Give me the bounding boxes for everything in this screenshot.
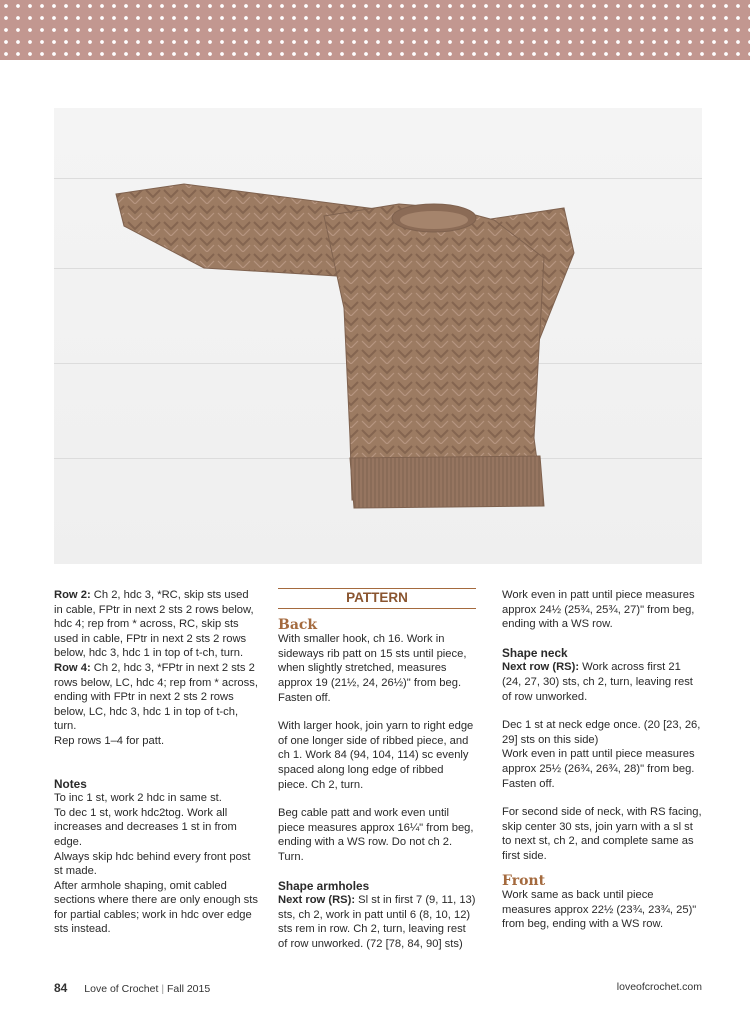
note-item: To inc 1 st, work 2 hdc in same st.	[54, 792, 222, 805]
magazine-title: Love of Crochet	[84, 983, 159, 995]
intro-paragraph: Work even in patt until piece measures approx 24½ (25¾, 25¾, 27)" from beg, ending with a WS row.	[502, 589, 695, 631]
notes-heading: Notes	[54, 776, 87, 791]
row4-paragraph: Row 4: Ch 2, hdc 3, *FPtr in next 2 sts 2 rows below, LC, hdc 4; rep from * across, ending with FPtr in next 2 sts 2 rows below, LC, hdc 3, hdc 1 in top of t-ch, turn.	[54, 661, 258, 733]
column-right	[502, 588, 702, 932]
website-link[interactable]: loveofcrochet.com	[616, 981, 702, 993]
note-item: To dec 1 st, work hdc2tog. Work all increases and decreases 1 st in from edge.	[54, 806, 237, 848]
back-paragraph: With larger hook, join yarn to right edge of one longer side of ribbed piece, and ch 1. Work 84 (94, 104, 114) sc evenly spaced along long edge of ribbed piece. Ch 2, turn.	[278, 720, 474, 791]
sweater-icon	[54, 108, 702, 564]
back-paragraph: With smaller hook, ch 16. Work in sideways rib patt on 15 sts until piece, when slightly stretched, measures approx 19 (21½, 24, 26½)" from beg. Fasten off.	[278, 633, 467, 704]
footer-separator: |	[161, 983, 165, 995]
column-left	[54, 588, 258, 937]
back-paragraph: Beg cable patt and work even until piece measures approx 16¼" from beg, ending with a WS row. Do not ch 2. Turn.	[278, 807, 474, 863]
dec-paragraph: Dec 1 st at neck edge once. (20 [23, 26, 29] sts on this side)	[502, 719, 701, 746]
page-number: 84	[54, 981, 68, 995]
note-item: After armhole shaping, omit cabled sections where there are only enough sts for partial cables; work in hdc over edge sts instead.	[54, 879, 258, 936]
row2-paragraph: Row 2: Ch 2, hdc 3, *RC, skip sts used in cable, FPtr in next 2 sts 2 rows below, hdc 4; rep from * across, RC, skip sts used in cable, FPtr in next 2 sts 2 rows below, hdc 3, hdc 1 in top of t-ch, turn.	[54, 589, 254, 660]
front-paragraph: Work same as back until piece measures approx 22½ (23¾, 23¾, 25)" from beg, ending with a WS row.	[502, 889, 697, 931]
armholes-heading: Shape armholes	[278, 878, 370, 893]
even-paragraph: Work even in patt until piece measures approx 25½ (26¾, 26¾, 28)" from beg. Fasten off.	[502, 748, 695, 790]
back-heading: Back	[278, 616, 318, 633]
issue-label: Fall 2015	[167, 983, 211, 995]
neck-heading: Shape neck	[502, 645, 568, 660]
armholes-paragraph: Next row (RS): Sl st in first 7 (9, 11, 13) sts, ch 2, work in patt until 6 (8, 10, 12) sts rem in row. Ch 2, turn, leaving rest of row unworked. (72 [78, 84, 90] sts)	[278, 894, 476, 950]
front-heading: Front	[502, 872, 546, 889]
repeat-line: Rep rows 1–4 for patt.	[54, 734, 165, 747]
footer-left	[54, 981, 210, 995]
neck-paragraph: Next row (RS): Work across first 21 (24, 27, 30) sts, ch 2, turn, leaving rest of row unworked.	[502, 661, 693, 703]
pattern-heading: PATTERN	[278, 588, 476, 609]
note-item: Always skip hdc behind every front post st made.	[54, 850, 251, 878]
column-middle	[278, 588, 476, 951]
second-side-paragraph: For second side of neck, with RS facing, skip center 30 sts, join yarn with a sl st to next st, ch 2, and complete same as first side.	[502, 806, 702, 862]
polka-dot-header-band	[0, 0, 750, 60]
sweater-photo	[54, 108, 702, 564]
